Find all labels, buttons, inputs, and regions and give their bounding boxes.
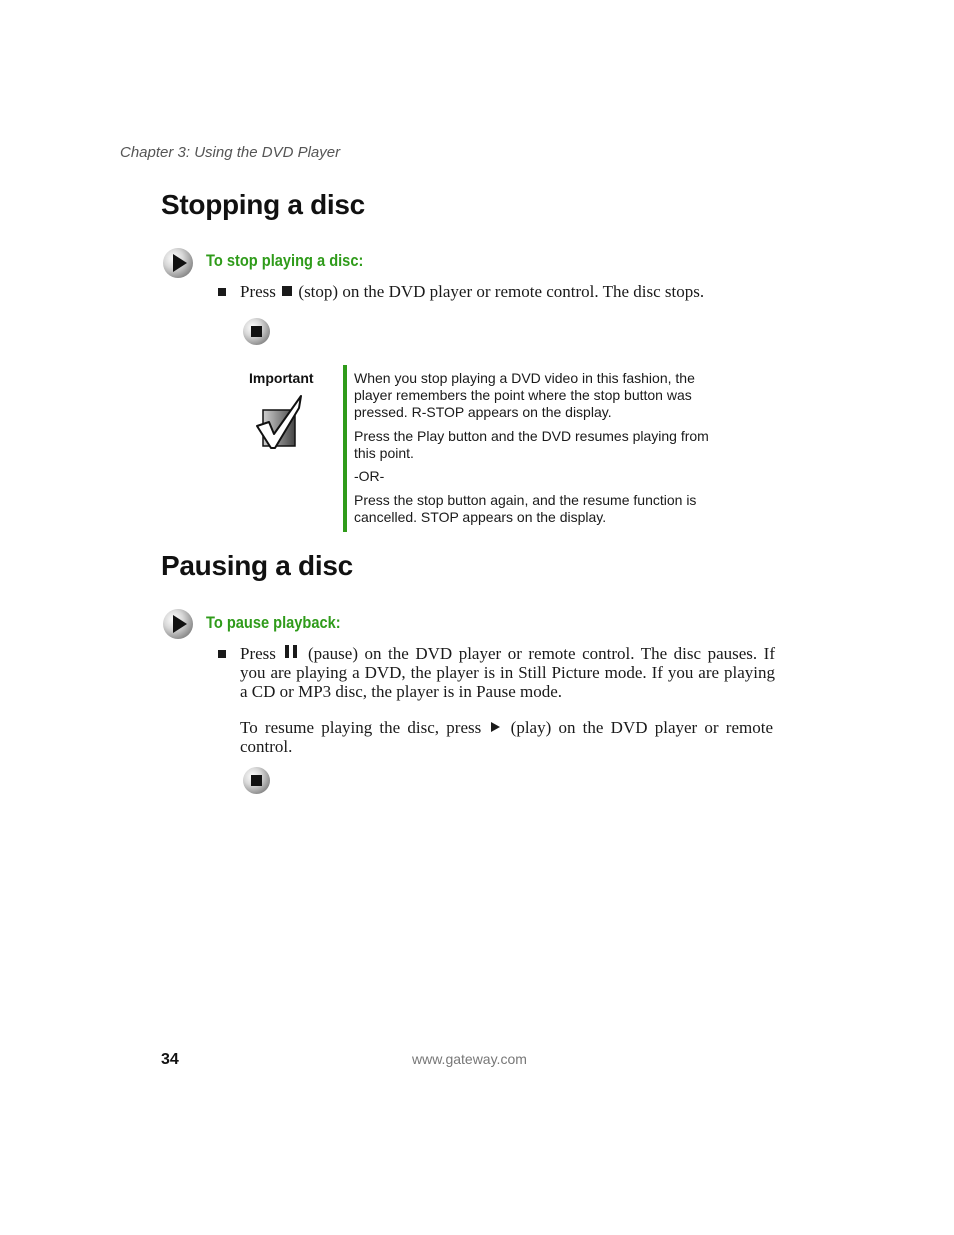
section-title-pausing: Pausing a disc xyxy=(161,550,353,581)
section-title-stopping: Stopping a disc xyxy=(161,189,365,220)
resume-after: (play) on the DVD player or remote control. xyxy=(240,718,773,756)
step-stop-after: (stop) on the DVD player or remote control. The disc stops. xyxy=(298,282,705,301)
step-pause xyxy=(240,644,775,701)
step-pause-after: (pause) on the DVD player or remote control. The disc pauses. If you are playing a DVD, the player is in Still Picture mode. If you are playing a CD or MP3 disc, the player is in Pause mode. xyxy=(240,644,775,701)
procedure-arrow-icon xyxy=(163,248,193,278)
important-text-or: -OR- xyxy=(354,468,385,484)
important-text-3: Press the stop button again, and the resume function is cancelled. STOP appears on the display. xyxy=(354,492,697,525)
important-divider xyxy=(343,365,347,532)
important-text-2: Press the Play button and the DVD resumes playing from this point. xyxy=(354,428,709,461)
step-stop-before: Press xyxy=(240,282,276,301)
step-pause-before: Press xyxy=(240,644,276,663)
resume-before: To resume playing the disc, press xyxy=(240,718,482,737)
step-stop xyxy=(240,282,780,301)
footer-url: www.gateway.com xyxy=(412,1051,527,1067)
resume-paragraph xyxy=(240,718,773,756)
bullet-icon xyxy=(218,288,226,296)
important-text-1: When you stop playing a DVD video in this fashion, the player remembers the point where the stop button was pressed. R-STOP appears on the display. xyxy=(354,370,695,420)
end-of-procedure-icon xyxy=(243,318,270,345)
procedure-arrow-icon xyxy=(163,609,193,639)
important-label: Important xyxy=(249,370,314,386)
stop-icon xyxy=(282,286,292,296)
play-icon xyxy=(491,722,500,732)
checkmark-icon xyxy=(255,394,305,450)
running-header: Chapter 3: Using the DVD Player xyxy=(120,144,341,161)
page-number: 34 xyxy=(161,1051,179,1068)
procedure-title-stop: To stop playing a disc: xyxy=(206,251,364,270)
procedure-title-pause: To pause playback: xyxy=(206,613,341,632)
pause-icon xyxy=(285,645,298,658)
end-of-procedure-icon xyxy=(243,767,270,794)
bullet-icon xyxy=(218,650,226,658)
